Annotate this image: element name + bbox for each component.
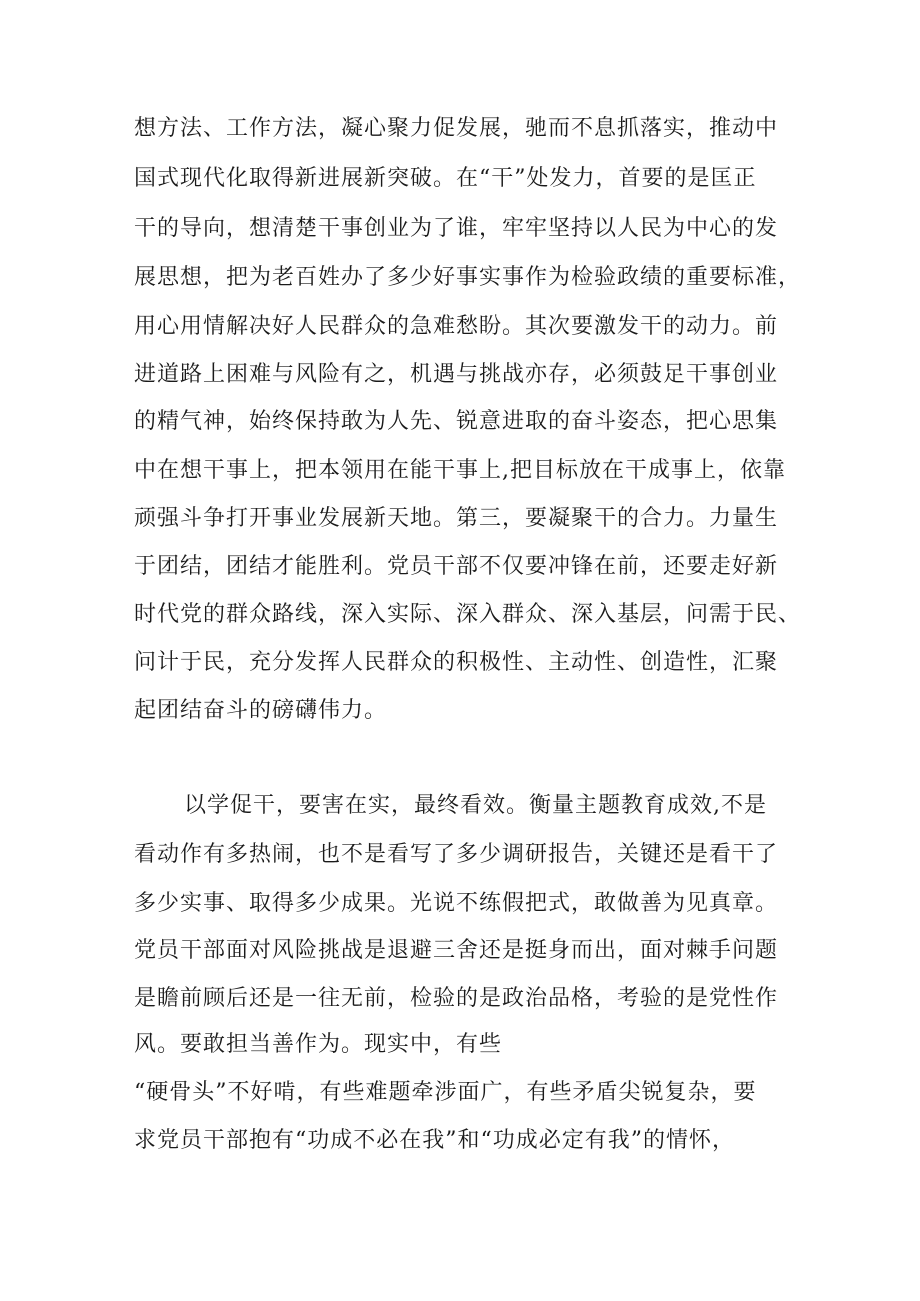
- paragraph-line: 的精气神，始终保持敢为人先、锐意进取的奋斗姿态，把心思集: [134, 409, 779, 434]
- paragraph-line: 中在想干事上，把本领用在能干事上,把目标放在干成事上，依靠: [134, 458, 786, 483]
- paragraph-line: 求党员干部抱有“功成不必在我”和“功成必定有我”的情怀，: [134, 1128, 735, 1153]
- paragraph-line: 是瞻前顾后还是一往无前，检验的是政治品格，考验的是党性作: [134, 986, 779, 1011]
- paragraph-line: 进道路上困难与风险有之，机遇与挑战亦存，必须鼓足干事创业: [134, 362, 779, 387]
- paragraph-line: 问计于民，充分发挥人民群众的积极性、主动性、创造性，汇聚: [134, 650, 779, 675]
- paragraph-line: 看动作有多热闹，也不是看写了多少调研报告，关键还是看干了: [134, 842, 779, 867]
- paragraph-line: 用心用情解决好人民群众的急难愁盼。其次要激发干的动力。前: [134, 314, 779, 339]
- paragraph-line: 想方法、工作方法，凝心聚力促发展，驰而不息抓落实，推动中: [134, 116, 779, 141]
- paragraph-line: 顽强斗争打开事业发展新天地。第三，要凝聚干的合力。力量生: [134, 506, 779, 531]
- paragraph-line: 于团结，团结才能胜利。党员干部不仅要冲锋在前，还要走好新: [134, 554, 779, 579]
- paragraph-line-indented: 以学促干，要害在实，最终看效。衡量主题教育成效,不是: [184, 793, 767, 818]
- paragraph-line: 起团结奋斗的磅礴伟力。: [134, 698, 388, 723]
- paragraph-line: 时代党的群众路线，深入实际、深入群众、深入基层，问需于民、: [134, 602, 802, 627]
- paragraph-line: 多少实事、取得多少成果。光说不练假把式，敢做善为见真章。: [134, 891, 779, 916]
- paragraph-line: 国式现代化取得新进展新突破。在“干”处发力，首要的是匡正: [134, 166, 757, 191]
- paragraph-line: 风。要敢担当善作为。现实中，有些: [134, 1032, 503, 1057]
- paragraph-line: 展思想，把为老百姓办了多少好事实事作为检验政绩的重要标准，: [134, 265, 802, 290]
- paragraph-line: 党员干部面对风险挑战是退避三舍还是挺身而出，面对棘手问题: [134, 938, 779, 963]
- paragraph-line: “硬骨头”不好啃，有些难题牵涉面广，有些矛盾尖锐复杂，要: [134, 1080, 757, 1105]
- paragraph-line: 干的导向，想清楚干事创业为了谁，牢牢坚持以人民为中心的发: [134, 216, 779, 241]
